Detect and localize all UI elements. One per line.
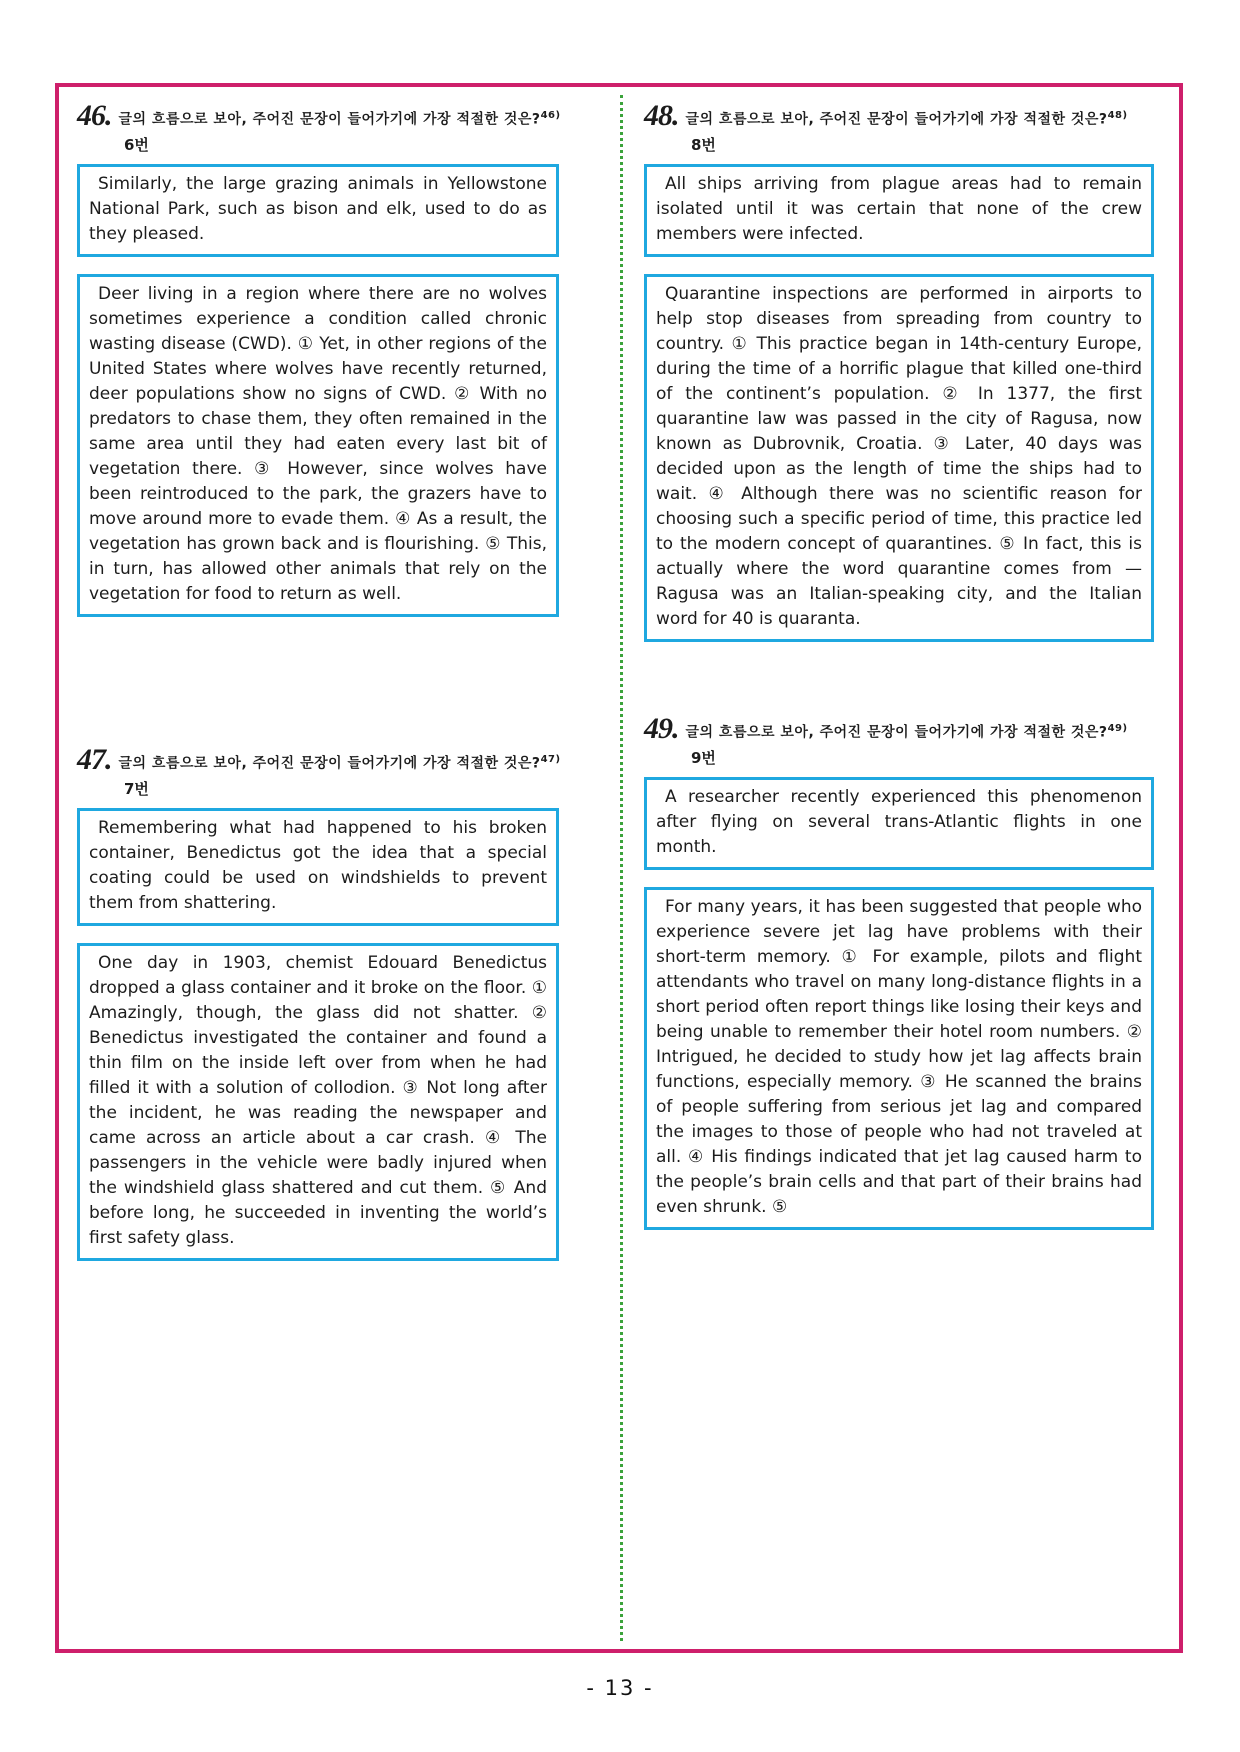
passage-text: Deer living in a region where there are no wolves sometimes experience a condition called chronic wasting disease (CWD). ① Yet, in other regions of the United States where wolves have recently returned, deer populations show no signs of CWD. ② With no predators to chase them, they often remained in the same area until they had eaten every last bit of vegetation there. ③ However, since wolves have been reintroduced to the park, the grazers have to move around more to evade them. ④ As a result, the vegetation has grown back and is flourishing. ⑤ This, in turn, has allowed other animals that rely on the vegetation for food to return as well. xyxy=(89,284,547,604)
question-prompt-text: 글의 흐름으로 보아, 주어진 문장이 들어가기에 가장 적절한 것은? xyxy=(118,111,541,128)
page-number: - 13 - xyxy=(586,1676,654,1700)
question-49 xyxy=(644,714,1154,1230)
column-divider xyxy=(620,95,623,1641)
footnote-ref: 49) xyxy=(1107,723,1128,734)
question-number: 49. xyxy=(644,712,679,745)
item-number-label: 6번 xyxy=(124,136,149,154)
passage-text: For many years, it has been suggested that people who experience severe jet lag have problems with their short-term memory. ① For example, pilots and flight attendants who travel on many long-distance flights in a short period often report things like losing their keys and being unable to remember their hotel room numbers. ② Intrigued, he decided to study how jet lag affects brain functions, especially memory. ③ He scanned the brains of people suffering from serious jet lag and compared the images to those of people who had not traveled at all. ④ His findings indicated that jet lag caused harm to the people’s brain cells and that part of their brains had even shrunk. ⑤ xyxy=(656,897,1142,1217)
question-49-prompt-line xyxy=(644,714,1154,744)
question-46-header xyxy=(77,101,559,155)
given-sentence-text: Remembering what had happened to his broken container, Benedictus got the idea that a special coating could be used on windshields to prevent them from shattering. xyxy=(89,818,547,913)
given-sentence-box xyxy=(644,777,1154,870)
item-number-label: 7번 xyxy=(124,780,149,798)
passage-box xyxy=(77,943,559,1261)
item-number-label: 9번 xyxy=(691,749,716,767)
question-48-header xyxy=(644,101,1154,155)
question-48 xyxy=(644,101,1154,642)
passage-text: Quarantine inspections are performed in airports to help stop diseases from spreading from country to country. ① This practice began in 14th-century Europe, during the time of a horrific plague that killed one-third of the continent’s population. ② In 1377, the first quarantine law was passed in the city of Ragusa, now known as Dubrovnik, Croatia. ③ Later, 40 days was decided upon as the length of time the ships had to wait. ④ Although there was no scientific reason for choosing such a specific period of time, this practice led to the modern concept of quarantines. ⑤ In fact, this is actually where the word quarantine comes from — Ragusa was an Italian-speaking city, and the Italian word for 40 is quaranta. xyxy=(656,284,1142,629)
given-sentence-box xyxy=(77,808,559,926)
question-prompt xyxy=(686,101,1128,129)
passage-box xyxy=(644,887,1154,1230)
question-number: 46. xyxy=(77,99,112,132)
footnote-ref: 46) xyxy=(540,110,561,121)
question-47-header xyxy=(77,745,559,799)
question-47-prompt-line xyxy=(77,745,559,775)
question-prompt-text: 글의 흐름으로 보아, 주어진 문장이 들어가기에 가장 적절한 것은? xyxy=(118,755,541,772)
question-number: 48. xyxy=(644,99,679,132)
footnote-ref: 48) xyxy=(1107,110,1128,121)
footnote-ref: 47) xyxy=(540,754,561,765)
question-prompt xyxy=(119,745,561,773)
passage-text: One day in 1903, chemist Edouard Benedictus dropped a glass container and it broke on the floor. ① Amazingly, though, the glass did not shatter. ② Benedictus investigated the container and found a thin film on the inside left over from when he had filled it with a solution of collodion. ③ Not long after the incident, he was reading the newspaper and came across an article about a car crash. ④ The passengers in the vehicle were badly injured when the windshield glass shattered and cut them. ⑤ And before long, he succeeded in inventing the world’s first safety glass. xyxy=(89,953,547,1248)
question-46-prompt-line xyxy=(77,101,559,131)
passage-box xyxy=(644,274,1154,642)
question-46 xyxy=(77,101,559,617)
item-number-label: 8번 xyxy=(691,136,716,154)
left-column xyxy=(77,101,559,1261)
given-sentence-text: A researcher recently experienced this phenomenon after flying on several trans-Atlantic flights in one month. xyxy=(656,787,1142,857)
question-number: 47. xyxy=(77,743,112,776)
passage-box xyxy=(77,274,559,617)
given-sentence-text: Similarly, the large grazing animals in Yellowstone National Park, such as bison and elk, used to do as they pleased. xyxy=(89,174,547,244)
question-47 xyxy=(77,745,559,1261)
question-49-header xyxy=(644,714,1154,768)
given-sentence-text: All ships arriving from plague areas had to remain isolated until it was certain that none of the crew members were infected. xyxy=(656,174,1142,244)
given-sentence-box xyxy=(77,164,559,257)
given-sentence-box xyxy=(644,164,1154,257)
right-column xyxy=(644,101,1154,1230)
question-48-prompt-line xyxy=(644,101,1154,131)
question-prompt-text: 글의 흐름으로 보아, 주어진 문장이 들어가기에 가장 적절한 것은? xyxy=(685,724,1108,741)
page-border-frame xyxy=(55,83,1183,1653)
question-prompt-text: 글의 흐름으로 보아, 주어진 문장이 들어가기에 가장 적절한 것은? xyxy=(685,111,1108,128)
question-prompt xyxy=(686,714,1128,742)
question-prompt xyxy=(119,101,561,129)
